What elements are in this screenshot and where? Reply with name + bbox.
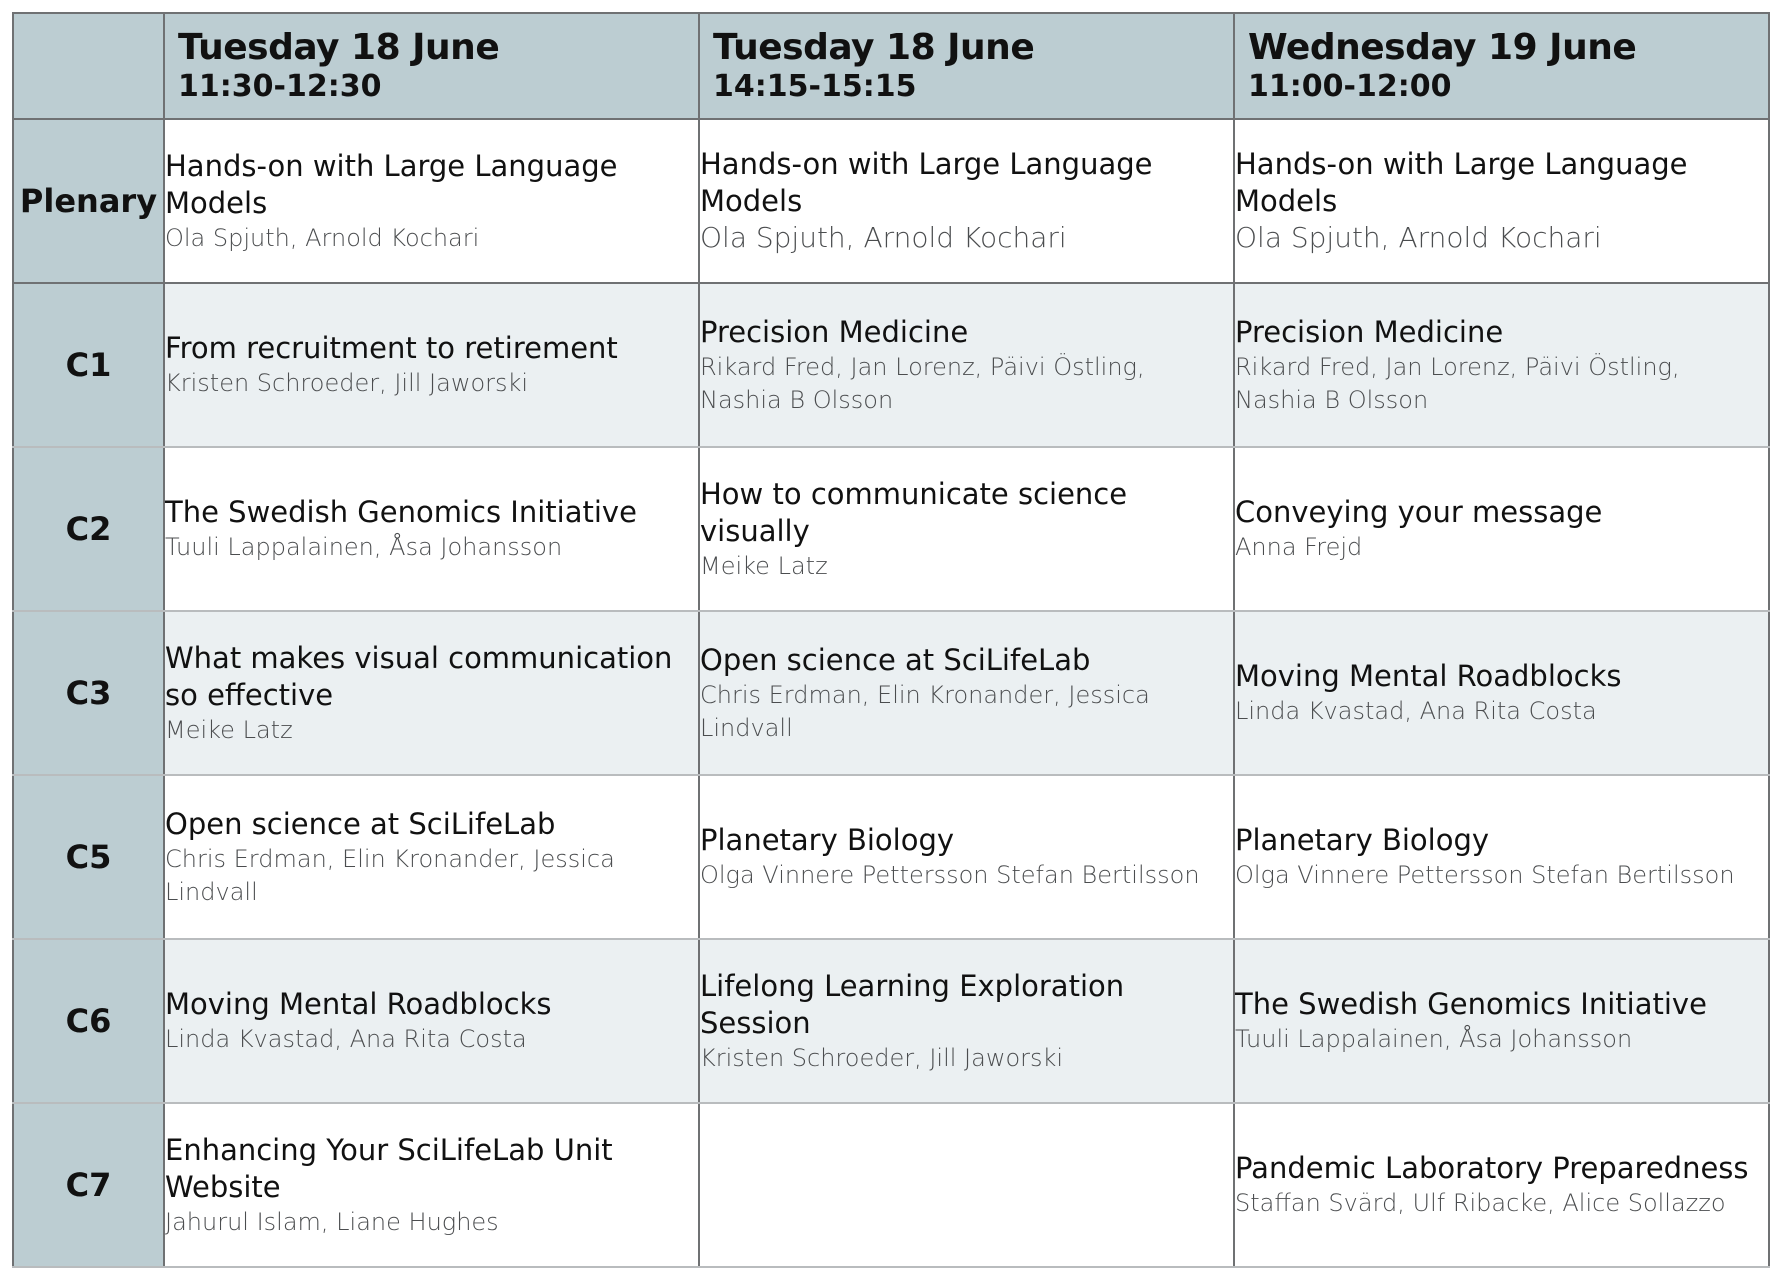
session-speakers: Chris Erdman, Elin Kronander, Jessica Lindvall (700, 680, 1150, 742)
session-speakers: Rikard Fred, Jan Lorenz, Päivi Östling, Nashia B Olsson (1235, 352, 1680, 414)
session-cell (164, 447, 699, 611)
session-cell (699, 775, 1234, 939)
column-time: 14:15-15:15 (713, 69, 917, 104)
session-title: Hands-on with Large Language Models (1235, 147, 1688, 218)
column-time: 11:30-12:30 (178, 69, 382, 104)
session-speakers: Meike Latz (165, 715, 293, 744)
row-label: Plenary (13, 119, 164, 283)
table-row (13, 939, 1769, 1103)
session-speakers: Tuuli Lappalainen, Åsa Johansson (165, 533, 563, 561)
table-row (13, 119, 1769, 283)
table-row (13, 447, 1769, 611)
row-label: C5 (13, 775, 164, 939)
row-label: C1 (13, 283, 164, 447)
session-cell (164, 775, 699, 939)
session-title: The Swedish Genomics Initiative (1235, 987, 1707, 1021)
session-title: Conveying your message (1235, 495, 1603, 529)
schedule-table (12, 12, 1770, 1268)
session-speakers: Rikard Fred, Jan Lorenz, Päivi Östling, Nashia B Olsson (700, 352, 1145, 414)
session-title: From recruitment to retirement (165, 331, 618, 365)
row-label: C2 (13, 447, 164, 611)
session-cell (164, 939, 699, 1103)
session-speakers: Ola Spjuth, Arnold Kochari (1235, 221, 1602, 254)
column-header (164, 13, 699, 119)
session-cell (1234, 119, 1769, 283)
row-label: C6 (13, 939, 164, 1103)
session-speakers: Kristen Schroeder, Jill Jaworski (165, 369, 529, 397)
session-cell (1234, 283, 1769, 447)
session-speakers: Linda Kvastad, Ana Rita Costa (1235, 697, 1597, 725)
empty-session-cell (699, 1103, 1234, 1267)
session-speakers: Linda Kvastad, Ana Rita Costa (165, 1025, 527, 1053)
session-title: Open science at SciLifeLab (165, 806, 556, 841)
header-row (13, 13, 1769, 119)
session-title: Hands-on with Large Language Models (165, 148, 618, 220)
column-header (699, 13, 1234, 119)
column-time: 11:00-12:00 (1248, 69, 1452, 104)
session-cell (1234, 939, 1769, 1103)
session-title: Lifelong Learning Exploration Session (700, 968, 1125, 1040)
session-cell (1234, 447, 1769, 611)
session-title: Precision Medicine (1235, 314, 1504, 349)
session-cell (164, 119, 699, 283)
session-title: Open science at SciLifeLab (700, 642, 1091, 677)
session-speakers: Olga Vinnere Pettersson Stefan Bertilsson (700, 861, 1200, 889)
session-cell (164, 283, 699, 447)
session-title: Planetary Biology (1235, 823, 1490, 857)
session-speakers: Anna Frejd (1235, 533, 1363, 561)
session-cell (164, 1103, 699, 1267)
session-title: Planetary Biology (700, 823, 955, 857)
session-cell (699, 119, 1234, 283)
session-title: What makes visual communication so effective (165, 640, 673, 712)
session-title: How to communicate science visually (700, 476, 1128, 548)
session-speakers: Chris Erdman, Elin Kronander, Jessica Lindvall (165, 844, 615, 906)
session-title: Hands-on with Large Language Models (700, 147, 1153, 218)
session-speakers: Tuuli Lappalainen, Åsa Johansson (1235, 1025, 1633, 1053)
row-label: C7 (13, 1103, 164, 1267)
session-speakers: Jahurul Islam, Liane Hughes (165, 1207, 499, 1236)
session-cell (699, 447, 1234, 611)
session-speakers: Ola Spjuth, Arnold Kochari (165, 223, 480, 252)
table-row (13, 283, 1769, 447)
table-row (13, 1103, 1769, 1267)
table-row (13, 611, 1769, 775)
session-speakers: Ola Spjuth, Arnold Kochari (700, 221, 1067, 254)
column-day: Wednesday 19 June (1248, 27, 1637, 68)
session-cell (1234, 775, 1769, 939)
session-title: Moving Mental Roadblocks (165, 987, 552, 1021)
session-cell (1234, 1103, 1769, 1267)
column-day: Tuesday 18 June (178, 27, 500, 68)
session-cell (164, 611, 699, 775)
session-title: Enhancing Your SciLifeLab Unit Website (165, 1132, 613, 1204)
session-cell (699, 939, 1234, 1103)
session-cell (699, 283, 1234, 447)
session-speakers: Meike Latz (700, 551, 828, 580)
column-day: Tuesday 18 June (713, 27, 1035, 68)
column-header (1234, 13, 1769, 119)
session-title: Precision Medicine (700, 314, 969, 349)
row-label: C3 (13, 611, 164, 775)
session-speakers: Staffan Svärd, Ulf Ribacke, Alice Sollazzo (1235, 1189, 1726, 1217)
session-title: Moving Mental Roadblocks (1235, 659, 1622, 693)
corner-cell (13, 13, 164, 119)
session-speakers: Olga Vinnere Pettersson Stefan Bertilsson (1235, 861, 1735, 889)
session-cell (699, 611, 1234, 775)
table-row (13, 775, 1769, 939)
session-title: Pandemic Laboratory Preparedness (1235, 1151, 1749, 1185)
session-cell (1234, 611, 1769, 775)
session-speakers: Kristen Schroeder, Jill Jaworski (700, 1043, 1064, 1072)
session-title: The Swedish Genomics Initiative (165, 495, 637, 529)
